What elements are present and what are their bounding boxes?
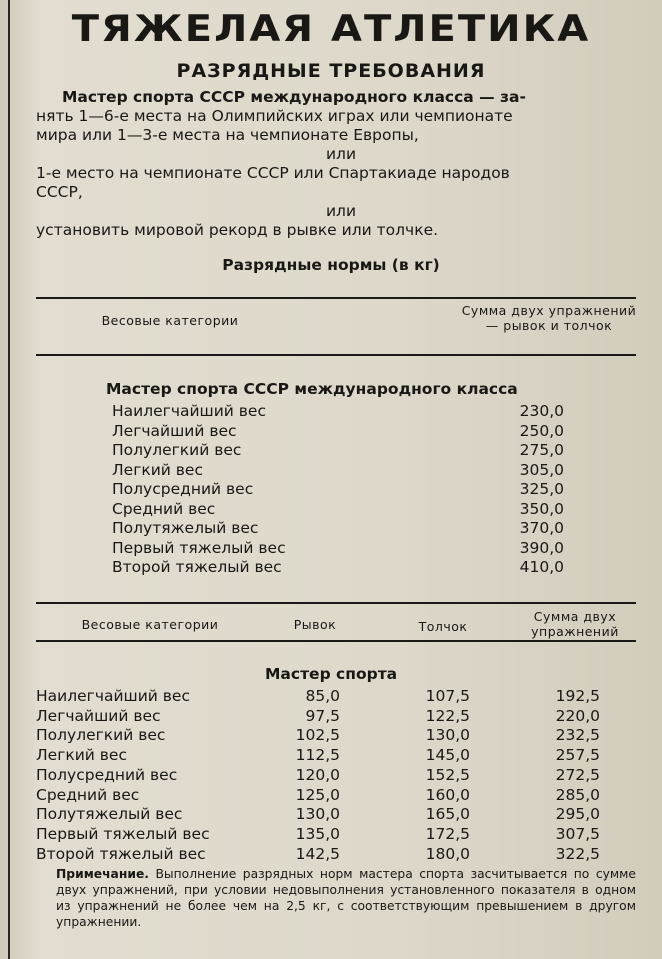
table2-section-title: Мастер спорта bbox=[265, 665, 398, 683]
req-or: или bbox=[325, 202, 357, 220]
table2-row-clean: 180,0 bbox=[425, 844, 470, 863]
table1-header-rule bbox=[36, 354, 636, 356]
table1-row-category: Наилегчайший вес bbox=[112, 402, 266, 420]
table2-row-snatch: 135,0 bbox=[295, 824, 340, 843]
table1-row-category: Средний вес bbox=[112, 499, 216, 518]
table2-row-category: Средний вес bbox=[36, 785, 140, 804]
req-line: 1-е место на чемпионате СССР или Спартакиаде народов bbox=[36, 164, 510, 182]
table2-row-clean: 122,5 bbox=[425, 706, 470, 725]
table1-row-total: 230,0 bbox=[519, 402, 564, 420]
table2-row-clean: 152,5 bbox=[425, 765, 470, 784]
table2-row-total: 322,5 bbox=[555, 844, 600, 863]
table2-row-total: 192,5 bbox=[555, 687, 600, 705]
table1-row-category: Второй тяжелый вес bbox=[112, 558, 282, 576]
table2-row-total: 272,5 bbox=[555, 765, 600, 784]
table1-col-total: Сумма двух упражнений — рывок и толчок bbox=[461, 303, 637, 333]
column-rule bbox=[8, 0, 10, 959]
table2-row-category: Первый тяжелый вес bbox=[36, 824, 210, 843]
table1-row-total: 325,0 bbox=[519, 480, 564, 498]
req-line: нять 1—6-е места на Олимпийских играх или чемпионате bbox=[36, 107, 513, 125]
table2-row-total: 257,5 bbox=[555, 746, 600, 765]
table2-row-clean: 172,5 bbox=[425, 824, 470, 843]
table2-col-categories: Весовые категории bbox=[81, 617, 219, 632]
req-line: Мастер спорта СССР международного класса — за- bbox=[62, 88, 526, 106]
table2-row-clean: 160,0 bbox=[425, 785, 470, 804]
table2-row-total: 307,5 bbox=[555, 824, 600, 843]
page-title: ТЯЖЕЛАЯ АТЛЕТИКА bbox=[71, 7, 591, 51]
table2-row-category: Полутяжелый вес bbox=[36, 805, 183, 824]
req-line: установить мировой рекорд в рывке или толчке. bbox=[36, 221, 439, 239]
table2-row-snatch: 85,0 bbox=[305, 687, 340, 705]
table2-row-snatch: 102,5 bbox=[295, 726, 340, 745]
table2-row-category: Второй тяжелый вес bbox=[36, 844, 206, 863]
table2-row-clean: 130,0 bbox=[425, 726, 470, 745]
table1-section-title: Мастер спорта СССР международного класса bbox=[106, 380, 518, 398]
req-or: или bbox=[325, 145, 357, 163]
table2-row-snatch: 120,0 bbox=[295, 765, 340, 784]
table1-row-total: 250,0 bbox=[519, 421, 564, 440]
table2-row-clean: 165,0 bbox=[425, 805, 470, 824]
table2-row-total: 295,0 bbox=[555, 805, 600, 824]
footnote bbox=[56, 866, 636, 930]
table2-row-clean: 145,0 bbox=[425, 746, 470, 765]
table1-col-categories: Весовые категории bbox=[101, 313, 239, 328]
table1-row-category: Легчайший вес bbox=[112, 421, 237, 440]
req-line: СССР, bbox=[36, 183, 83, 201]
table2-row-total: 220,0 bbox=[555, 706, 600, 725]
table1-row-total: 275,0 bbox=[519, 441, 564, 459]
table2-row-category: Легчайший вес bbox=[36, 706, 161, 725]
footnote-text: Выполнение разрядных норм мастера спорта засчитывается по сумме двух упражнений, при условии недовыполнения установленного показателя в одном из упражнений не более чем на 2,5 кг, с соответствующим превышением в другом упражнении. bbox=[56, 867, 636, 929]
table2-col-snatch: Рывок bbox=[293, 617, 337, 632]
table2-row-total: 232,5 bbox=[555, 726, 600, 745]
table1-row-category: Полулегкий вес bbox=[112, 441, 242, 459]
table2-row-category: Полулегкий вес bbox=[36, 726, 166, 745]
table1-top-rule bbox=[36, 297, 636, 299]
req-line: мира или 1—3-е места на чемпионате Европы, bbox=[36, 126, 419, 144]
table2-row-snatch: 142,5 bbox=[295, 844, 340, 863]
table2-row-snatch: 97,5 bbox=[305, 706, 340, 725]
table1-row-category: Полутяжелый вес bbox=[112, 519, 259, 537]
table2-header-rule bbox=[36, 640, 636, 642]
table2-row-total: 285,0 bbox=[555, 785, 600, 804]
table1-row-category: Полусредний вес bbox=[112, 480, 254, 498]
table1-row-category: Легкий вес bbox=[112, 460, 203, 479]
table2-col-total: Сумма двух упражнений bbox=[531, 609, 619, 639]
table2-row-category: Наилегчайший вес bbox=[36, 687, 190, 705]
table1-row-category: Первый тяжелый вес bbox=[112, 538, 286, 557]
table1-row-total: 390,0 bbox=[519, 538, 564, 557]
norms-title: Разрядные нормы (в кг) bbox=[222, 256, 440, 274]
table2-row-category: Легкий вес bbox=[36, 746, 127, 765]
table1-row-total: 370,0 bbox=[519, 519, 564, 537]
table2-row-snatch: 125,0 bbox=[295, 785, 340, 804]
table1-row-total: 305,0 bbox=[519, 460, 564, 479]
table2-row-snatch: 130,0 bbox=[295, 805, 340, 824]
footnote-label: Примечание. bbox=[56, 867, 149, 881]
table1-row-total: 350,0 bbox=[519, 499, 564, 518]
table2-row-snatch: 112,5 bbox=[295, 746, 340, 765]
page-subtitle: РАЗРЯДНЫЕ ТРЕБОВАНИЯ bbox=[176, 60, 486, 82]
table2-row-clean: 107,5 bbox=[425, 687, 470, 705]
requirements-block bbox=[36, 88, 646, 240]
table2-col-clean: Толчок bbox=[418, 619, 468, 634]
table2-top-rule bbox=[36, 602, 636, 604]
table2-row-category: Полусредний вес bbox=[36, 765, 178, 784]
table1-row-total: 410,0 bbox=[519, 558, 564, 576]
